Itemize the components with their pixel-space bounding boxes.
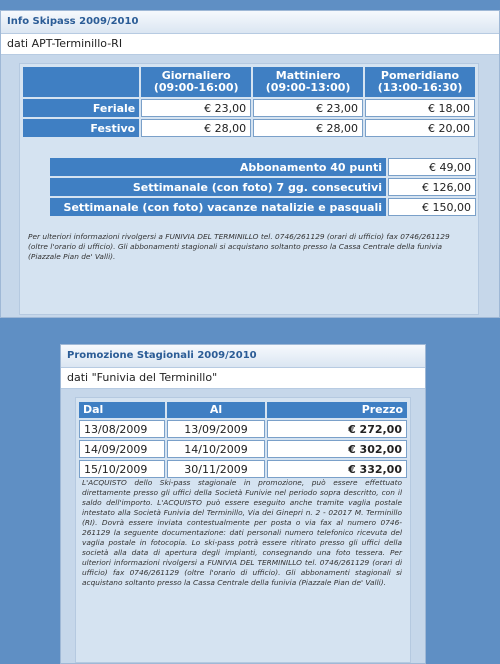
promo-row: 15/10/2009 30/11/2009 € 332,00 — [79, 460, 407, 478]
col-dal: Dal — [79, 402, 165, 418]
promo-table — [77, 400, 409, 480]
promo-row: 14/09/2009 14/10/2009 € 302,00 — [79, 440, 407, 458]
skipass-prices-box — [19, 63, 479, 315]
col-pomeridiano: Pomeridiano (13:00-16:30) — [365, 67, 475, 97]
price-cell: € 18,00 — [365, 99, 475, 117]
row-label-feriale: Feriale — [23, 99, 139, 117]
price-cell: € 28,00 — [141, 119, 251, 137]
price-cell: € 28,00 — [253, 119, 363, 137]
skipass-info-note: Per ulteriori informazioni rivolgersi a FUNIVIA DEL TERMINILLO tel. 0746/261129 (orari di ufficio) fax 0746/261129 (oltre l'orario di ufficio). Gli abbonamenti stagionali si acquistano soltanto presso la Cassa Centrale della funivia (Piazzale Pian de' Valli). — [28, 232, 450, 261]
price-cell: € 20,00 — [365, 119, 475, 137]
subscription-row: Abbonamento 40 punti € 49,00 — [50, 158, 476, 176]
col-mattiniero: Mattiniero (09:00-13:00) — [253, 67, 363, 97]
price-cell: € 23,00 — [141, 99, 251, 117]
promo-panel — [60, 344, 426, 664]
promo-panel-title: Promozione Stagionali 2009/2010 — [61, 345, 425, 368]
row-festivo — [23, 119, 475, 137]
price-cell: € 23,00 — [253, 99, 363, 117]
promo-info-note: L'ACQUISTO dello Ski-pass stagionale in promozione, può essere effettuato direttamente presso gli uffici della Società Funivie nel periodo sopra descritto, con il saldo dell'importo. L'ACQUISTO può essere eseguito anche tramite vaglia postale intestato alla Società Funivia del Terminillo, Via dei Ginepri n. 2 - 02017 M. Terminillo (RI). Dovrà essere inviata contestualmente per posta o via fax al numero 0746-261129 la seguente documentazione: dati personali numero telefonico ricevuta del vaglia postale in fotocopia. Lo ski-pass potrà essere ritirato presso gli uffici della società alla data di apertura degli impianti, consegnando una foto tessera. Per ulteriori informazioni rivolgersi a FUNIVIA DEL TERMINILLO tel. 0746/261129 (orari di ufficio) fax 0746/261129 (oltre l'orario di ufficio). Gli abbonamenti stagionali si acquistano soltanto presso la Cassa Centrale della funivia (Piazzale Pian de' Valli). — [82, 478, 402, 587]
col-prezzo: Prezzo — [267, 402, 407, 418]
skipass-panel-title: Info Skipass 2009/2010 — [1, 11, 499, 34]
promo-panel-subtitle: dati "Funivia del Terminillo" — [61, 368, 425, 389]
promo-prices-box — [75, 397, 411, 663]
subscription-row: Settimanale (con foto) 7 gg. consecutivi € 126,00 — [50, 178, 476, 196]
skipass-panel — [0, 10, 500, 318]
subscriptions-table — [48, 156, 478, 218]
subscription-row: Settimanale (con foto) vacanze natalizie e pasquali € 150,00 — [50, 198, 476, 216]
col-giornaliero: Giornaliero (09:00-16:00) — [141, 67, 251, 97]
promo-row: 13/08/2009 13/09/2009 € 272,00 — [79, 420, 407, 438]
skipass-panel-subtitle: dati APT-Terminillo-RI — [1, 34, 499, 55]
row-label-festivo: Festivo — [23, 119, 139, 137]
daily-prices-table — [21, 65, 477, 139]
row-feriale — [23, 99, 475, 117]
col-al: Al — [167, 402, 265, 418]
